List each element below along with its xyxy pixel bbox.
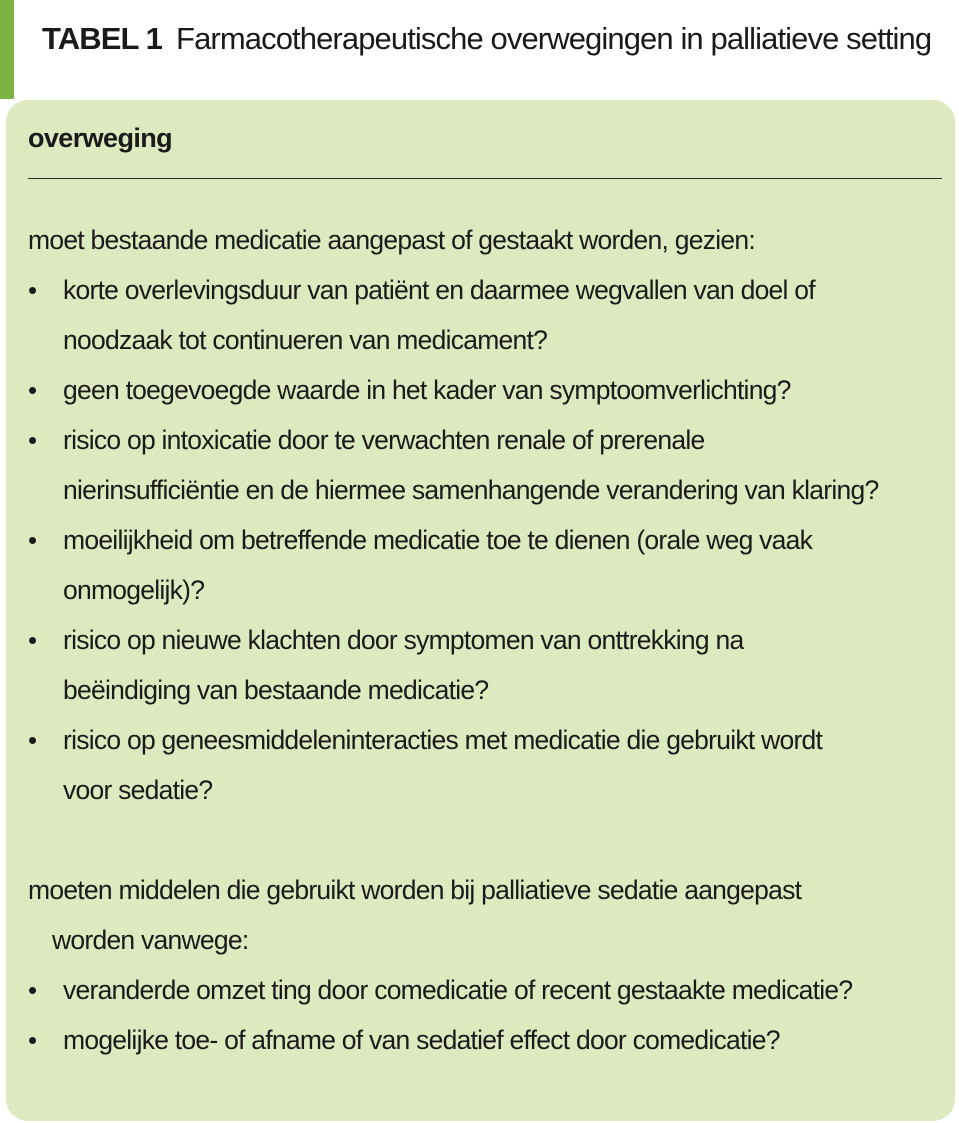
section1-item-6-line1: risico op geneesmiddeleninteracties met medicatie die gebruikt wordt [63, 725, 823, 755]
bullet-marker: • [28, 525, 38, 555]
section1-item-6-line2: voor sedatie? [63, 775, 213, 805]
header-divider [28, 178, 942, 179]
section1-intro: moet bestaande medicatie aangepast of gestaakt worden, gezien: [28, 225, 755, 255]
section2-intro-line1: moeten middelen die gebruikt worden bij palliatieve sedatie aangepast [28, 875, 802, 905]
section1-item-1-line2: noodzaak tot continueren van medicament? [63, 325, 548, 355]
section1-item-4-line2: onmogelijk)? [63, 575, 205, 605]
section1-item-5-line1: risico op nieuwe klachten door symptomen van onttrekking na [63, 625, 744, 655]
bullet-marker: • [28, 1025, 38, 1055]
section2-item-2-line1: mogelijke toe- of afname of van sedatief effect door comedicatie? [63, 1025, 780, 1055]
section1-item-1-line1: korte overlevingsduur van patiënt en daarmee wegvallen van doel of [63, 275, 815, 305]
column-header: overweging [28, 123, 173, 153]
section1-item-3-line1: risico op intoxicatie door te verwachten renale of prerenale [63, 425, 705, 455]
bullet-marker: • [28, 375, 38, 405]
section1-item-5-line2: beëindiging van bestaande medicatie? [63, 675, 489, 705]
section1-item-4-line1: moeilijkheid om betreffende medicatie toe te dienen (orale weg vaak [63, 525, 813, 555]
section2-intro-line2: worden vanwege: [52, 925, 249, 955]
section1-item-2-line1: geen toegevoegde waarde in het kader van symptoomverlichting? [63, 375, 791, 405]
table-panel [6, 100, 955, 1121]
bullet-marker: • [28, 725, 38, 755]
table-label: TABEL 1 [42, 21, 163, 56]
bullet-marker: • [28, 425, 38, 455]
bullet-marker: • [28, 625, 38, 655]
title-accent-bar [0, 0, 14, 99]
bullet-marker: • [28, 275, 38, 305]
table-title-text: Farmacotherapeutische overwegingen in palliatieve setting [176, 21, 932, 56]
section2-item-1-line1: veranderde omzet ting door comedicatie of recent gestaakte medicatie? [63, 975, 853, 1005]
table-title [42, 20, 931, 58]
bullet-marker: • [28, 975, 38, 1005]
section1-item-3-line2: nierinsufficiëntie en de hiermee samenhangende verandering van klaring? [63, 475, 879, 505]
